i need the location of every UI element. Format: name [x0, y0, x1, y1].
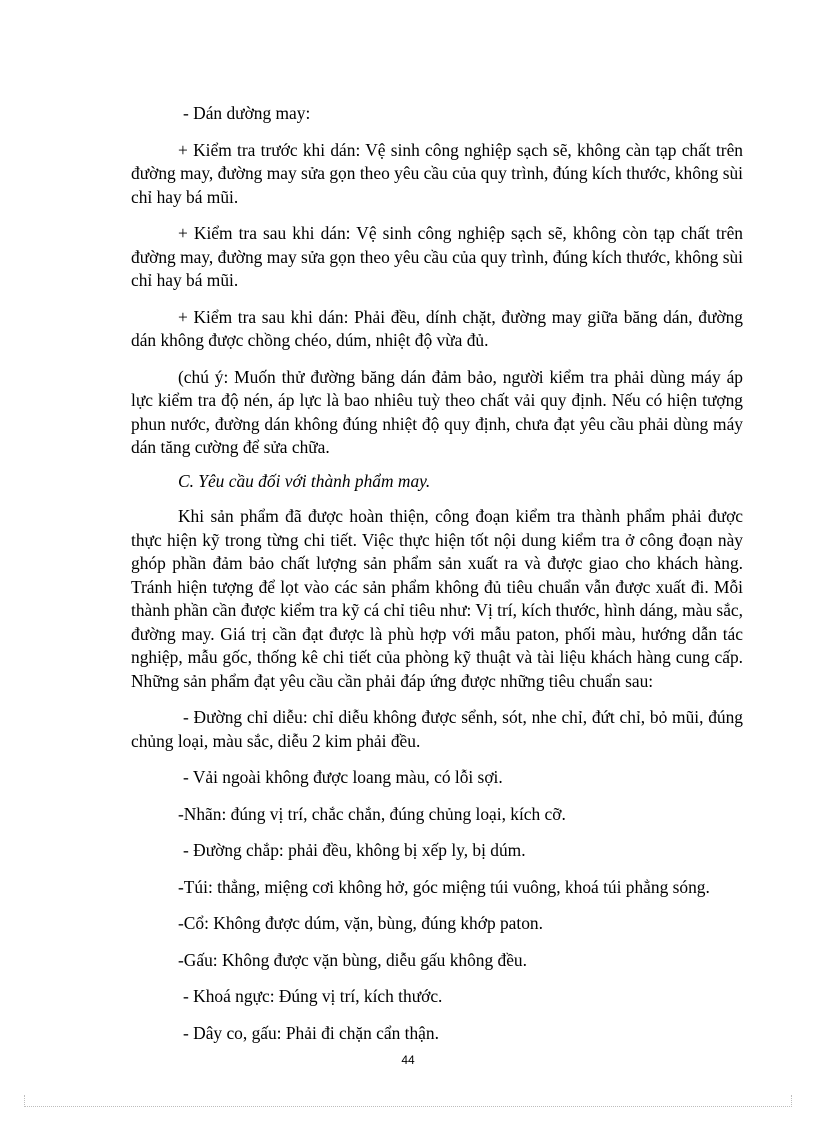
page-bottom-border: [24, 1106, 792, 1107]
criteria-item: - Vải ngoài không được loang màu, có lỗi sợi.: [183, 767, 503, 787]
section-heading: C. Yêu cầu đối với thành phẩm may.: [178, 470, 431, 491]
criteria-item: - Khoá ngực: Đúng vị trí, kích thước.: [183, 986, 443, 1006]
criteria-item: - Dây co, gấu: Phải đi chặn cẩn thận.: [183, 1022, 439, 1043]
criteria-item: - Đường chỉ diễu: chỉ diễu không được sểnh, sót, nhe chỉ, đứt chỉ, bỏ mũi, đúng chủng loại, màu sắc, diễu 2 kim phải đều.: [131, 707, 743, 751]
page-frame-left: [24, 1095, 25, 1107]
page-frame-right: [791, 1095, 792, 1107]
criteria-item: -Túi: thẳng, miệng cơi không hở, góc miệng túi vuông, khoá túi phẳng sóng.: [178, 876, 710, 897]
paragraph-dan-duong-may: - Dán dường may:: [183, 103, 311, 123]
paragraph-note: (chú ý: Muốn thử đường băng dán đảm bảo, người kiểm tra phải dùng máy áp lực kiểm tra độ nén, áp lực là bao nhiêu tuỳ theo chất vải quy định. Nếu có hiện tượng phun nước, đường dán không đúng nhiệt độ quy định, chưa đạt yêu cầu phải dùng máy dán tăng cường để sửa chữa.: [131, 366, 743, 457]
criteria-item: -Cổ: Không được dúm, vặn, bùng, đúng khớp paton.: [178, 913, 543, 933]
criteria-item: -Nhãn: đúng vị trí, chắc chắn, đúng chủng loại, kích cỡ.: [178, 803, 566, 824]
criteria-item: - Đường chắp: phải đều, không bị xếp ly, bị dúm.: [183, 840, 526, 860]
criteria-item: -Gấu: Không được vặn bùng, diễu gấu không đều.: [178, 949, 527, 970]
page-number: 44: [401, 1053, 415, 1067]
section-paragraph: Khi sản phẩm đã được hoàn thiện, công đoạn kiểm tra thành phẩm phải được thực hiện kỹ trong từng chi tiết. Việc thực hiện tốt nội dung kiểm tra ở công đoạn này ghóp phần đảm bảo chất lượng sản phẩm sản xuất ra và được giao cho khách hàng. Tránh hiện tượng để lọt vào các sản phẩm không đủ tiêu chuẩn vẫn được xuất đi. Mỗi thành phần cần được kiểm tra kỹ cá chỉ tiêu như: Vị trí, kích thước, hình dáng, màu sắc, đường may. Giá trị cần đạt được là phù hợp với mẫu paton, phối màu, hướng dẫn tác nghiệp, mẫu gốc, thống kê chi tiết của phòng kỹ thuật và tài liệu khách hàng cung cấp. Những sản phẩm đạt yêu cầu cần phải đáp ứng được những tiêu chuẩn sau:: [131, 506, 743, 691]
paragraph-check-before: + Kiểm tra trước khi dán: Vệ sinh công nghiệp sạch sẽ, không càn tạp chất trên đường may, đường may sửa gọn theo yêu cầu của quy trình, đúng kích thước, không sùi chỉ hay bá mũi.: [131, 139, 743, 207]
document-body: [131, 102, 743, 1058]
paragraph-check-after-2: + Kiểm tra sau khi dán: Phải đều, dính chặt, đường may giữa băng dán, đường dán không được chồng chéo, dúm, nhiệt độ vừa đủ.: [131, 306, 743, 350]
paragraph-check-after-1: + Kiểm tra sau khi dán: Vệ sinh công nghiệp sạch sẽ, không còn tạp chất trên đường may, đường may sửa gọn theo yêu cầu của quy trình, đúng kích thước, không sùi chỉ hay bá mũi.: [131, 223, 743, 290]
